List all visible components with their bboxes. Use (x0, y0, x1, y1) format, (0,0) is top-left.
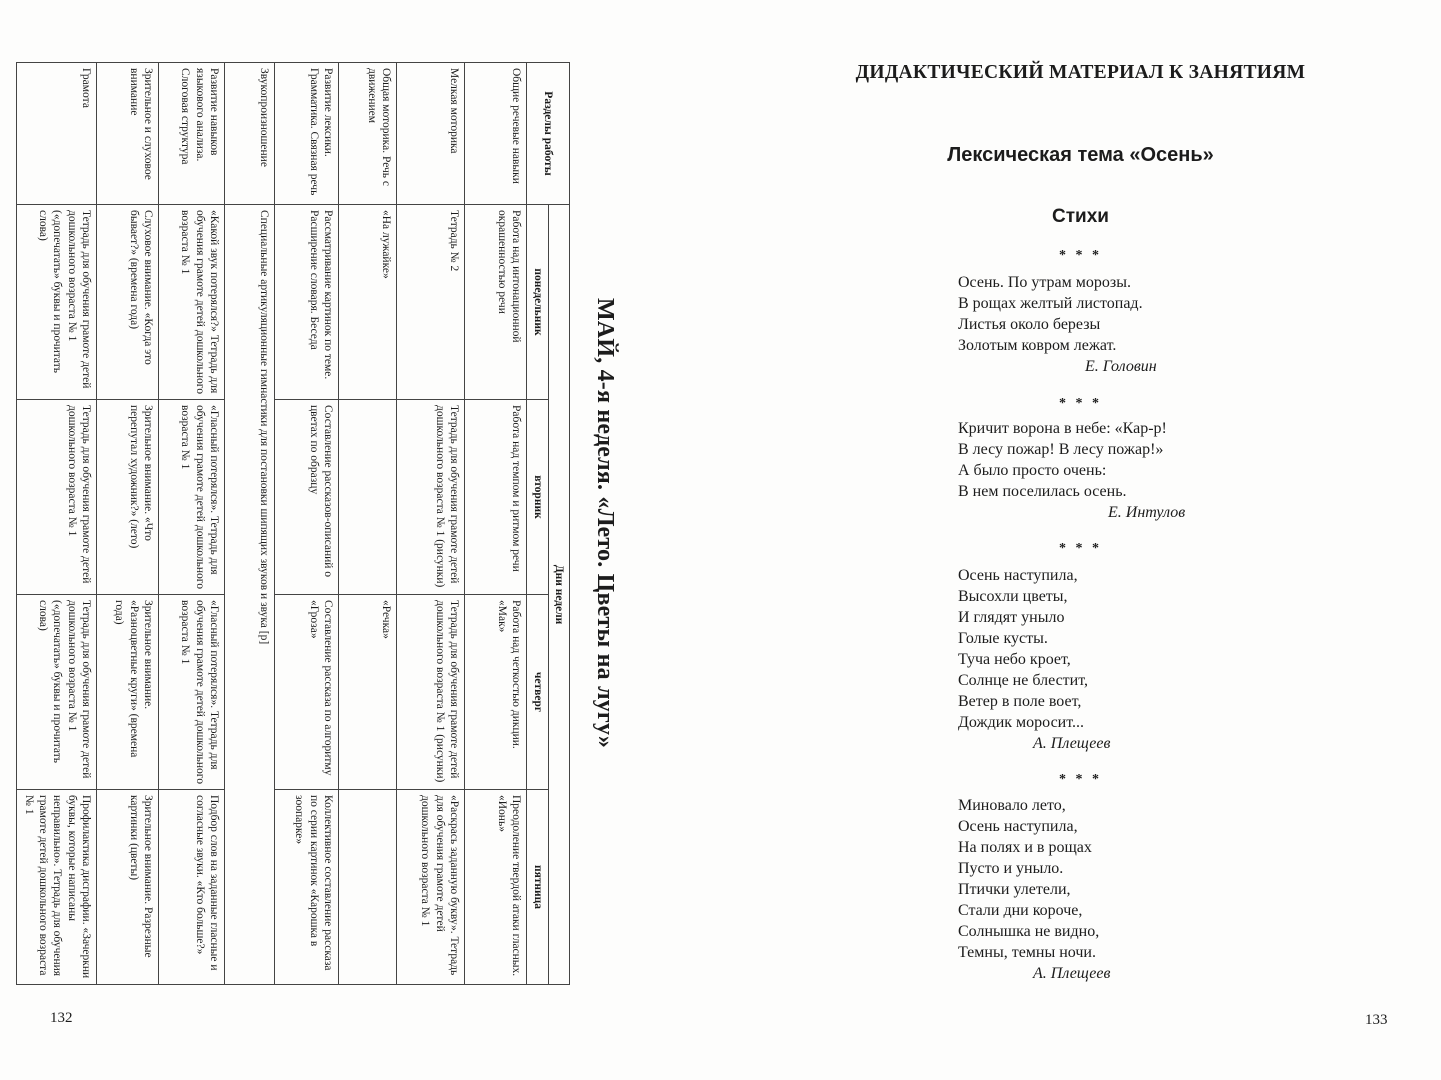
page-heading: ДИДАКТИЧЕСКИЙ МАТЕРИАЛ К ЗАНЯТИЯМ (855, 62, 1306, 83)
table-cell (339, 400, 397, 595)
table-row (17, 63, 97, 985)
separator: * * * (1059, 396, 1102, 411)
table-cell: Слуховое внимание. «Когда это бывает?» (времена года) (97, 205, 159, 400)
separator: * * * (1059, 772, 1102, 787)
table-cell: Преодоление твердой атаки гласных. «Ионь» (465, 790, 527, 985)
header-sections: Разделы работы (527, 63, 570, 205)
week-title: МАЙ, 4-я неделя. «Лето. Цветы на лугу» (592, 297, 619, 749)
poem-line: Темны, темны ночи. (958, 944, 1096, 961)
poem-line: Золотым ковром лежат. (958, 337, 1117, 354)
table-cell: Работа над интонационной окрашенностью речи (465, 205, 527, 400)
table-cell: «Раскрась заданную букву». Тетрадь для обучения грамоте детей дошкольного возраста № 1 (397, 790, 465, 985)
table-cell: Рассматривание картинок по теме. Расширение словаря. Беседа (275, 205, 339, 400)
poem-line: В нем поселилась осень. (958, 483, 1127, 500)
table-cell: Подбор слов на заданные гласные и согласные звуки. «Кто больше?» (159, 790, 225, 985)
poem-author: А. Плещеев (1033, 735, 1111, 752)
table-cell: Зрительное внимание. «Разноцветные круги» (времена года) (97, 595, 159, 790)
poem-line: Осень наступила, (958, 818, 1078, 835)
poem-line: И глядят уныло (958, 609, 1065, 626)
table-cell: «Какой звук потерялся?» Тетрадь для обучения грамоте детей дошкольного возраста № 1 (159, 205, 225, 400)
poem-line: Стали дни короче, (958, 902, 1083, 919)
poem-line: Ветер в поле воет, (958, 693, 1082, 710)
poem-line: Кричит ворона в небе: «Кар-р! (958, 420, 1167, 437)
poem (958, 795, 1258, 984)
table-row (159, 63, 225, 985)
row-section: Развитие лексики. Грамматика. Связная речь (275, 63, 339, 205)
poem-line: В рощах желтый листопад. (958, 295, 1143, 312)
header-day: вторник (527, 400, 548, 595)
poem-line: А было просто очень: (958, 462, 1107, 479)
poem-line: Листья около березы (958, 316, 1101, 333)
table-cell: «На лужайке» (339, 205, 397, 400)
table-row (97, 63, 159, 985)
header-days: Дни недели (548, 205, 569, 985)
table-cell: Тетрадь для обучения грамоте детей дошкольного возраста № 1 («допечатать» буквы и прочитать слова) (17, 595, 97, 790)
table-row (397, 63, 465, 985)
left-page (0, 0, 720, 1080)
table-cell: Коллективное составление рассказа по серии картинок «Карошка в зоопарке» (275, 790, 339, 985)
separator: * * * (1059, 541, 1102, 556)
poem-author: Е. Головин (1085, 358, 1157, 375)
separator: * * * (1059, 248, 1102, 263)
row-section: Грамота (17, 63, 97, 205)
poem-line: Солнце не блестит, (958, 672, 1089, 689)
row-section: Общие речевые навыки (465, 63, 527, 205)
table-cell: Тетрадь для обучения грамоте детей дошкольного возраста № 1 (рисунки) (397, 595, 465, 790)
poem (958, 418, 1258, 523)
table-row (339, 63, 397, 985)
table-row (275, 63, 339, 985)
row-section: Мелкая моторика (397, 63, 465, 205)
table-cell: Работа над темпом и ритмом речи (465, 400, 527, 595)
table-row (225, 63, 275, 985)
poem-line: В лесу пожар! В лесу пожар!» (958, 441, 1164, 458)
table-cell: Зрительное внимание. Разрезные картинки (цветы) (97, 790, 159, 985)
poem-line: На полях и в рощах (958, 839, 1092, 856)
poem (958, 565, 1258, 754)
poem-line: Высохли цветы, (958, 588, 1068, 605)
poem (958, 272, 1258, 377)
poem-line: Солнышка не видно, (958, 923, 1100, 940)
schedule-table (16, 62, 570, 985)
row-section: Развитие навыков языкового анализа. Слоговая структура (159, 63, 225, 205)
rotated-content (22, 62, 640, 984)
lexical-topic: Лексическая тема «Осень» (947, 144, 1214, 166)
table-cell: Тетрадь для обучения грамоте детей дошкольного возраста № 1 (рисунки) (397, 400, 465, 595)
table-cell: Составление рассказа по алгоритму «Гроза» (275, 595, 339, 790)
table-cell: Профилактика дисграфии. «Зачеркни буквы, которые написаны неправильно». Тетрадь для обучения грамоте детей дошкольного возраста № 1 (17, 790, 97, 985)
section-title: Стихи (1052, 206, 1109, 227)
table-cell: Составление рассказов-описаний о цветах по образцу (275, 400, 339, 595)
rotated-table-area (22, 62, 640, 984)
poem-line: Осень. По утрам морозы. (958, 274, 1131, 291)
poem-author: Е. Интулов (1108, 504, 1186, 521)
right-page (720, 0, 1441, 1080)
poem-line: Осень наступила, (958, 567, 1078, 584)
table-cell (339, 790, 397, 985)
poem-line: Голые кусты. (958, 630, 1048, 647)
poem-line: Птички улетели, (958, 881, 1071, 898)
header-day: пятница (527, 790, 548, 985)
poem-author: А. Плещеев (1033, 965, 1111, 982)
row-section: Общая моторика. Речь с движением (339, 63, 397, 205)
page-number: 133 (1365, 1012, 1388, 1028)
table-cell: Тетрадь № 2 (397, 205, 465, 400)
poem-line: Миновало лето, (958, 797, 1066, 814)
table-row (465, 63, 527, 985)
table-cell: «Гласный потерялся». Тетрадь для обучения грамоте детей дошкольного возраста № 1 (159, 595, 225, 790)
poem-line: Туча небо кроет, (958, 651, 1071, 668)
table-cell: «Гласный потерялся». Тетрадь для обучения грамоте детей дошкольного возраста № 1 (159, 400, 225, 595)
row-section: Зрительное и слуховое внимание (97, 63, 159, 205)
table-cell: «Речка» (339, 595, 397, 790)
table-cell: Тетрадь для обучения грамоте детей дошкольного возраста № 1 («допечатать» буквы и прочитать слова) (17, 205, 97, 400)
page-number: 132 (50, 1010, 73, 1026)
table-cell: Зрительное внимание. «Что перепутал художник?» (лето) (97, 400, 159, 595)
poem-line: Дождик моросит... (958, 714, 1085, 731)
header-day: четверг (527, 595, 548, 790)
merged-cell: Специальные артикуляционные гимнастики для постановки шипящих звуков и звука [р] (225, 205, 275, 985)
row-section: Звукопроизношение (225, 63, 275, 205)
table-cell: Работа над четкостью дикции. «Мак» (465, 595, 527, 790)
table-cell: Тетрадь для обучения грамоте детей дошкольного возраста № 1 (17, 400, 97, 595)
poem-line: Пусто и уныло. (958, 860, 1064, 877)
header-day: понедельник (527, 205, 548, 400)
